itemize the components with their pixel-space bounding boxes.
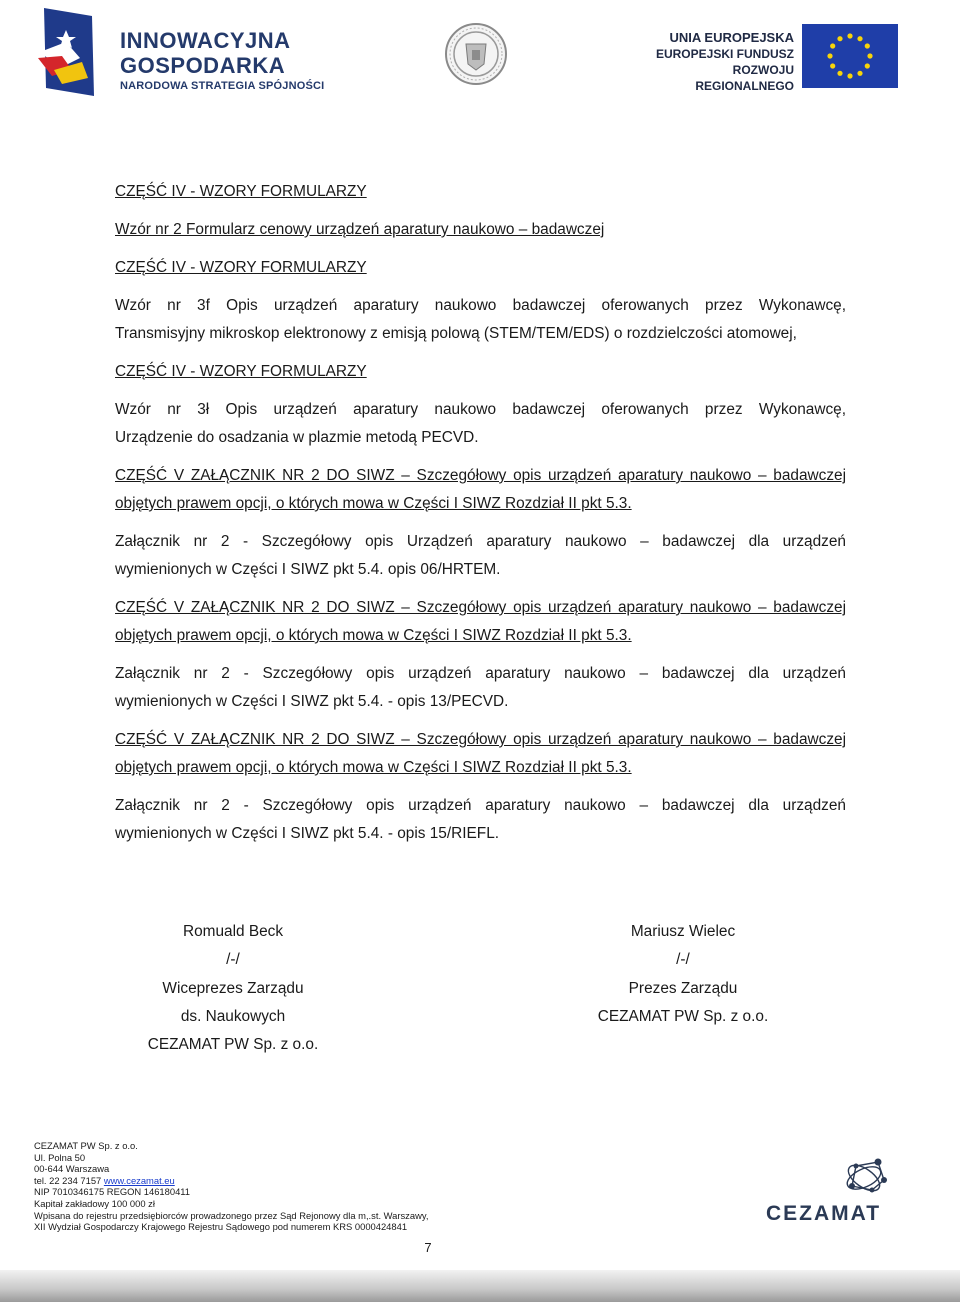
signer-role: Prezes Zarządu	[628, 979, 738, 997]
section-heading: CZĘŚĆ IV - WZORY FORMULARZY	[115, 363, 367, 380]
innowacyjna-gospodarka-logo	[36, 6, 336, 102]
footer-company: CEZAMAT PW Sp. z o.o.	[34, 1140, 138, 1151]
eu-text	[634, 30, 794, 94]
signature-block-left	[120, 918, 346, 1059]
cezamat-logo	[760, 1156, 910, 1226]
footer-registry: Wpisana do rejestru przedsiębiorców prowadzonego przez Sąd Rejonowy dla m,.st. Warszawy,	[34, 1209, 429, 1221]
footer-contact	[34, 1175, 428, 1187]
ig-subtitle: NARODOWA STRATEGIA SPÓJNOŚCI	[120, 80, 325, 92]
paragraph-line: Urządzenie do osadzania w plazmie metodą PECVD.	[115, 429, 479, 446]
attachment-heading: CZĘŚĆ V ZAŁĄCZNIK NR 2 DO SIWZ – Szczegółowy opis urządzeń aparatury naukowo – badawczej	[115, 731, 846, 748]
attachment-heading: objętych prawem opcji, o których mowa w Części I SIWZ Rozdział II pkt 5.3.	[115, 759, 632, 776]
signature-mark: /-/	[676, 951, 690, 969]
section-heading: CZĘŚĆ IV - WZORY FORMULARZY	[115, 183, 367, 200]
template-title: Wzór nr 2 Formularz cenowy urządzeń aparatury naukowo – badawczej	[115, 221, 605, 238]
paragraph-line: Transmisyjny mikroskop elektronowy z emisją polową (STEM/TEM/EDS) o rozdzielczości atomowej,	[115, 325, 797, 342]
page-header	[0, 0, 960, 110]
signer-name: Romuald Beck	[182, 923, 284, 940]
page-number: 7	[424, 1240, 432, 1255]
paragraph-line: wymienionych w Części I SIWZ pkt 5.4. opis 06/HRTEM.	[115, 561, 501, 578]
page-bottom-bar	[0, 1270, 960, 1302]
footer-nip: NIP 7010346175 REGON 146180411	[34, 1186, 191, 1198]
paragraph-line: wymienionych w Części I SIWZ pkt 5.4. - opis 13/PECVD.	[115, 693, 509, 710]
eu-line3: ROZWOJU REGIONALNEGO	[695, 63, 794, 93]
signer-name: Mariusz Wielec	[630, 923, 736, 940]
attachment-heading: objętych prawem opcji, o których mowa w Części I SIWZ Rozdział II pkt 5.3.	[115, 627, 632, 644]
footer-capital: Kapitał zakładowy 100 000 zł	[34, 1197, 155, 1209]
cezamat-logo-text: CEZAMAT	[766, 1202, 882, 1225]
signer-company: CEZAMAT PW Sp. z o.o.	[147, 1036, 319, 1054]
ig-flag-icon	[36, 6, 98, 100]
signature-mark: /-/	[226, 951, 240, 969]
paragraph-line: Załącznik nr 2 - Szczegółowy opis urządzeń aparatury naukowo – badawczej dla urządzeń	[115, 665, 846, 682]
paragraph-line: Wzór nr 3ł Opis urządzeń aparatury naukowo badawczej oferowanych przez Wykonawcę,	[115, 401, 846, 418]
attachment-heading: CZĘŚĆ V ZAŁĄCZNIK NR 2 DO SIWZ – Szczegółowy opis urządzeń aparatury naukowo – badawczej	[115, 599, 846, 616]
eu-flag-icon	[802, 24, 898, 88]
footer-website-link[interactable]: www.cezamat.eu	[103, 1174, 175, 1186]
signature-block-right	[572, 918, 794, 1031]
attachment-heading: objętych prawem opcji, o których mowa w Części I SIWZ Rozdział II pkt 5.3.	[115, 495, 632, 512]
footer-street: Ul. Polna 50	[34, 1151, 86, 1163]
footer-city: 00-644 Warszawa	[34, 1163, 110, 1175]
ig-title	[120, 28, 291, 78]
document-body	[115, 178, 846, 848]
eu-logo	[622, 20, 922, 93]
signer-role-detail: ds. Naukowych	[180, 1007, 286, 1025]
paragraph-line: Załącznik nr 2 - Szczegółowy opis urządzeń aparatury naukowo – badawczej dla urządzeń	[115, 797, 846, 814]
university-seal-icon	[444, 22, 508, 86]
footer-company-info	[34, 1140, 428, 1233]
signer-company: CEZAMAT PW Sp. z o.o.	[597, 1007, 769, 1025]
paragraph-line: Załącznik nr 2 - Szczegółowy opis Urządzeń aparatury naukowo – badawczej dla urządzeń	[115, 533, 846, 550]
attachment-heading: CZĘŚĆ V ZAŁĄCZNIK NR 2 DO SIWZ – Szczegółowy opis urządzeń aparatury naukowo – badawczej	[115, 467, 846, 484]
paragraph-line: wymienionych w Części I SIWZ pkt 5.4. - opis 15/RIEFL.	[115, 825, 500, 842]
ig-title-line1: INNOWACYJNA	[120, 28, 291, 53]
eu-line2: EUROPEJSKI FUNDUSZ	[655, 47, 794, 61]
section-heading: CZĘŚĆ IV - WZORY FORMULARZY	[115, 259, 367, 276]
footer-tel: tel. 22 234 7157	[34, 1174, 102, 1186]
signer-role: Wiceprezes Zarządu	[162, 979, 304, 997]
eu-line1: UNIA EUROPEJSKA	[669, 30, 794, 45]
ig-title-line2: GOSPODARKA	[120, 53, 286, 78]
footer-registry: XII Wydział Gospodarczy Krajowego Rejestru Sądowego pod numerem KRS 0000424841	[34, 1221, 408, 1233]
paragraph-line: Wzór nr 3f Opis urządzeń aparatury naukowo badawczej oferowanych przez Wykonawcę,	[115, 297, 846, 314]
